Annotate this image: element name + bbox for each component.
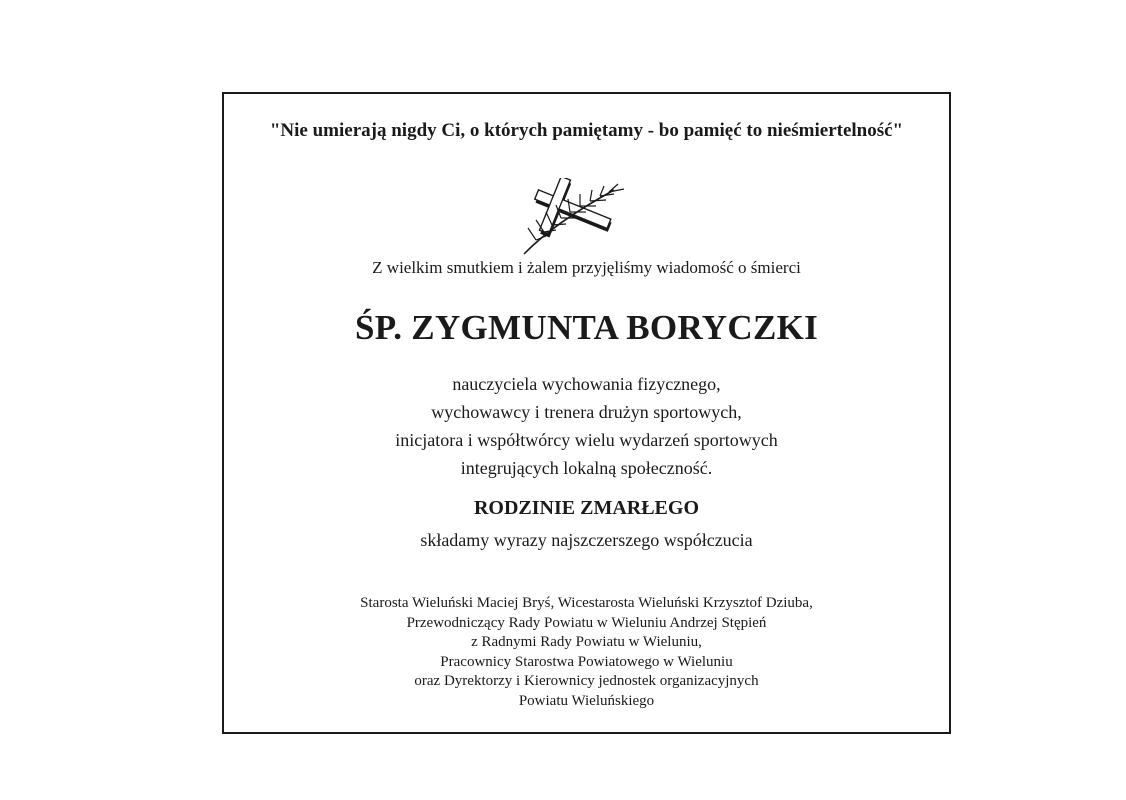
deceased-name: ŚP. ZYGMUNTA BORYCZKI <box>354 308 819 347</box>
signer-line: z Radnymi Rady Powiatu w Wieluniu, <box>471 634 702 650</box>
signer-line: Starosta Wieluński Maciej Bryś, Wicestarosta Wieluński Krzysztof Dziuba, <box>360 595 813 611</box>
bio-line: inicjatora i współtwórcy wielu wydarzeń sportowych <box>395 430 778 450</box>
announcement-intro: Z wielkim smutkiem i żalem przyjęliśmy wiadomość o śmierci <box>372 258 801 277</box>
memorial-quote: "Nie umierają nigdy Ci, o których pamiętamy - bo pamięć to nieśmiertelność" <box>269 120 904 141</box>
bio-line: nauczyciela wychowania fizycznego, <box>452 374 721 394</box>
signatories <box>224 594 949 711</box>
signer-line: oraz Dyrektorzy i Kierownicy jednostek organizacyjnych <box>414 673 759 689</box>
family-heading: RODZINIE ZMARŁEGO <box>473 497 700 519</box>
biography <box>224 370 949 482</box>
obituary-frame <box>222 92 951 734</box>
bio-line: integrujących lokalną społeczność. <box>460 458 713 478</box>
bio-line: wychowawcy i trenera drużyn sportowych, <box>431 402 742 422</box>
cross-with-palm-branch-icon <box>514 178 634 256</box>
signer-line: Powiatu Wieluńskiego <box>518 692 655 709</box>
signer-line: Przewodniczący Rady Powiatu w Wieluniu Andrzej Stępień <box>406 614 767 631</box>
signer-line: Pracownicy Starostwa Powiatowego w Wieluniu <box>440 653 733 670</box>
condolence-text: składamy wyrazy najszczerszego współczucia <box>420 530 753 550</box>
